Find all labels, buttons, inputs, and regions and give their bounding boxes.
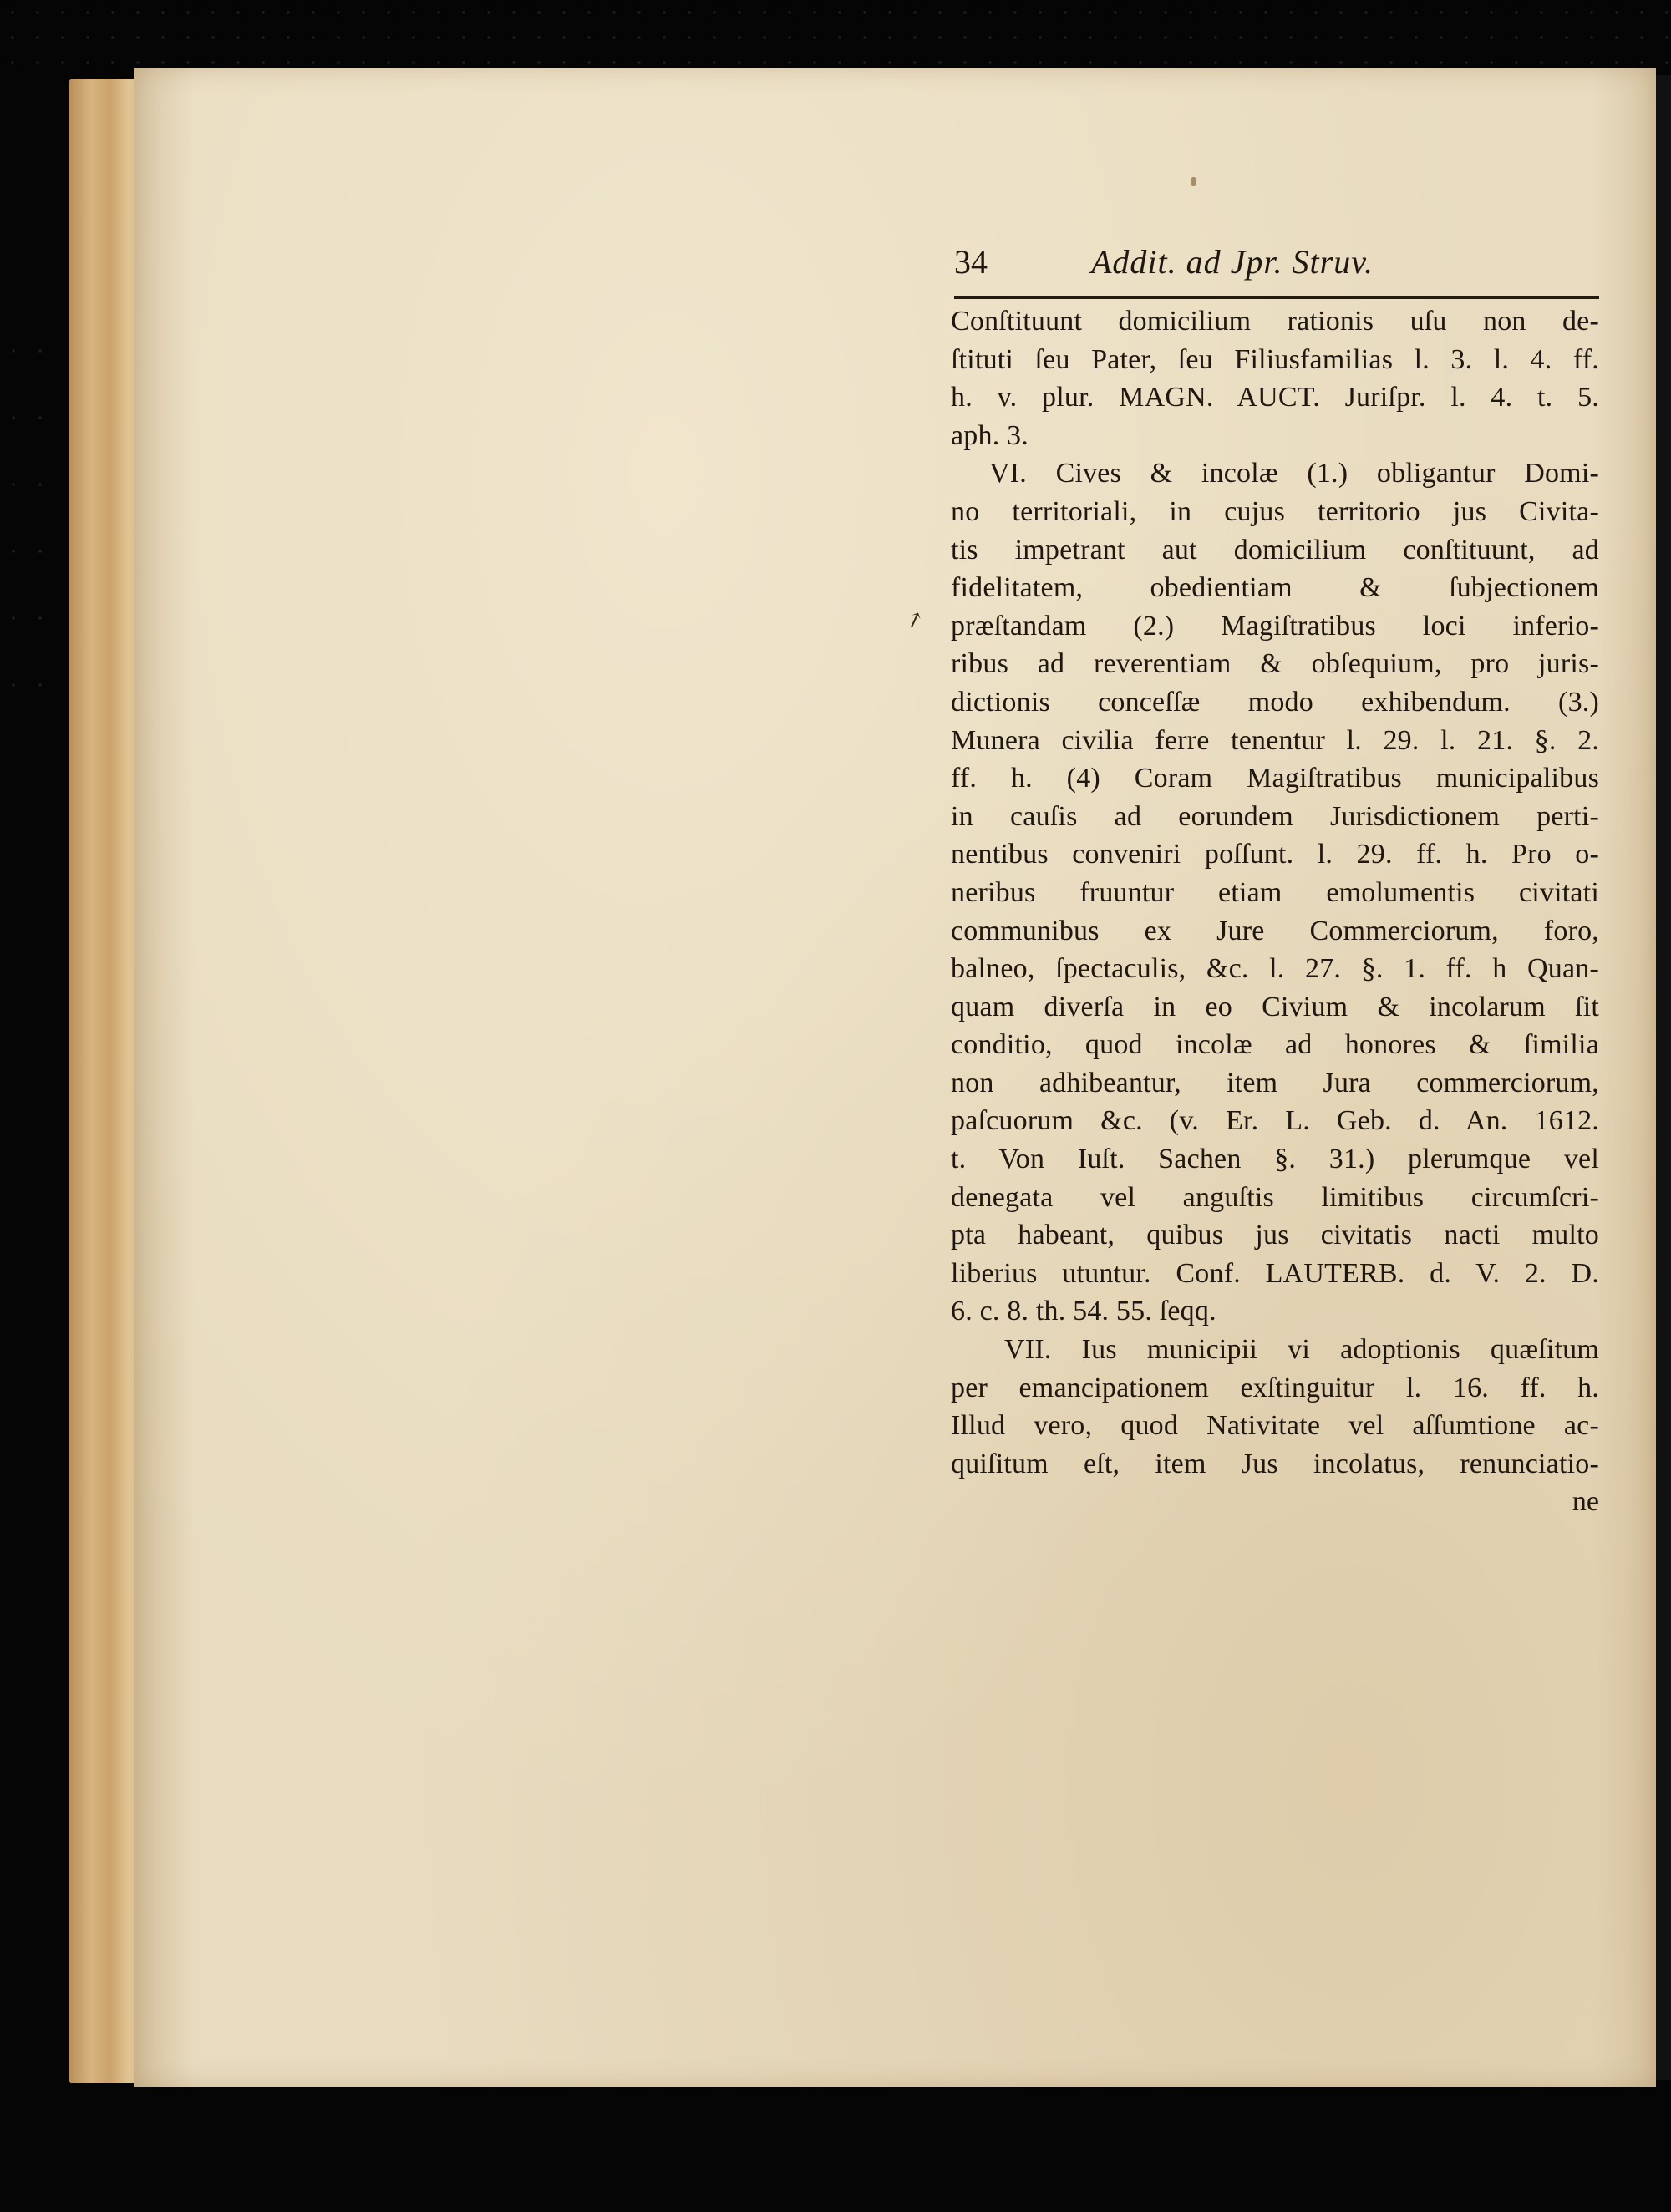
text-line: Conſtituunt domicilium rationis uſu non de-	[951, 306, 1599, 337]
text-line: communibus ex Jure Commerciorum, foro,	[951, 915, 1599, 946]
text-line: ff. h. (4) Coram Magiſtratibus municipalibus	[951, 763, 1599, 794]
text-line: aph. 3.	[951, 419, 1029, 451]
page-number: 34	[954, 243, 988, 281]
text-line: in cauſis ad eorundem Jurisdictionem perti-	[951, 800, 1599, 832]
scan-side-dots	[0, 317, 58, 735]
text-line: nentibus conveniri poſſunt. l. 29. ff. h. Pro o-	[951, 839, 1599, 870]
text-line: ſtituti ſeu Pater, ſeu Filiusfamilias l. 3. l. 4. ff.	[951, 343, 1599, 375]
text-line: pta habeant, quibus jus civitatis nacti multo	[951, 1220, 1599, 1251]
paper-speck	[1191, 177, 1196, 186]
scan-background-dots	[0, 0, 1671, 75]
text-line: paſcuorum &c. (v. Er. L. Geb. d. An. 1612.	[951, 1105, 1599, 1137]
text-block	[951, 242, 1619, 1521]
text-line: Illud vero, quod Nativitate vel aſſumtione ac-	[951, 1410, 1599, 1442]
text-line: dictionis conceſſæ modo exhibendum. (3.)	[951, 686, 1599, 718]
text-line: denegata vel anguſtis limitibus circumſcri-	[951, 1181, 1599, 1213]
text-line: VI. Cives & incolæ (1.) obligantur Domi-	[989, 458, 1599, 490]
text-line: præſtandam (2.) Magiſtratibus loci inferio-	[951, 610, 1599, 642]
text-line: non adhibeantur, item Jura commerciorum,	[951, 1067, 1599, 1098]
text-line: t. Von Iuſt. Sachen §. 31.) plerumque vel	[951, 1144, 1599, 1175]
running-title: Addit. ad Jpr. Struv.	[1091, 243, 1374, 281]
text-line: ribus ad reverentiam & obſequium, pro juris-	[951, 648, 1599, 680]
text-line: tis impetrant aut domicilium conſtituunt, ad	[951, 534, 1599, 566]
text-line: liberius utuntur. Conf. LAUTERB. d. V. 2. D.	[951, 1257, 1599, 1289]
header-rule	[954, 296, 1599, 299]
scan-right-border	[1656, 75, 1671, 2080]
running-head	[951, 242, 1619, 296]
text-line: quam diverſa in eo Civium & incolarum ſit	[951, 991, 1599, 1022]
text-line: quiſitum eſt, item Jus incolatus, renunciatio-	[951, 1448, 1599, 1479]
text-line: h. v. plur. MAGN. AUCT. Juriſpr. l. 4. t. 5.	[951, 382, 1599, 413]
text-line: fidelitatem, obedientiam & ſubjectionem	[951, 572, 1599, 604]
text-line: 6. c. 8. th. 54. 55. ſeqq.	[951, 1296, 1216, 1327]
text-line: no territoriali, in cujus territorio jus Civita-	[951, 495, 1599, 527]
text-line: conditio, quod incolæ ad honores & ſimilia	[951, 1029, 1599, 1061]
margin-mark: ↗	[902, 606, 928, 636]
page-stack-edge	[69, 79, 144, 2083]
text-line: neribus fruuntur etiam emolumentis civitati	[951, 876, 1599, 908]
catchword: ne	[1572, 1486, 1599, 1518]
text-line: Munera civilia ferre tenentur l. 29. l. 21. §. 2.	[951, 724, 1599, 756]
text-line: VII. Ius municipii vi adoptionis quæſitum	[1004, 1334, 1599, 1366]
text-line: per emancipationem exſtinguitur l. 16. ff. h.	[951, 1372, 1599, 1403]
text-line: balneo, ſpectaculis, &c. l. 27. §. 1. ff. h Quan-	[951, 953, 1599, 985]
